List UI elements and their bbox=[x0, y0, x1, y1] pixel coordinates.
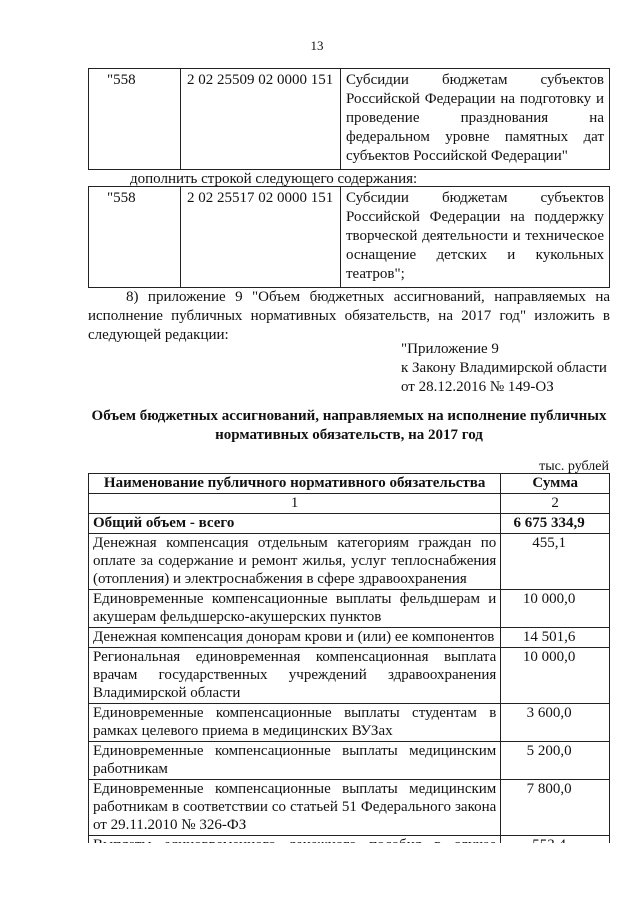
table-row bbox=[89, 187, 610, 288]
page-number: 13 bbox=[310, 38, 324, 53]
table-row bbox=[89, 628, 610, 648]
kbk-code-cell: 2 02 25509 02 0000 151 bbox=[181, 69, 341, 170]
obligation-name: Единовременные компенсационные выплаты медицинским работникам bbox=[89, 742, 501, 780]
column-number-2: 2 bbox=[501, 494, 610, 514]
total-label: Общий объем - всего bbox=[89, 514, 501, 534]
amendment-paragraph: 8) приложение 9 "Объем бюджетных ассигнований, направляемых на исполнение публичных нормативных обязательств, на 2017 год" изложить в следующей редакции: bbox=[88, 289, 610, 343]
table-row bbox=[89, 648, 610, 704]
header-name: Наименование публичного нормативного обязательства bbox=[89, 474, 501, 494]
obligation-sum: 10 000,0 bbox=[501, 648, 610, 704]
code-description-cell: Субсидии бюджетам субъектов Российской Федерации на подготовку и проведение празднования на федеральном уровне памятных дат субъектов Российской Федерации" bbox=[341, 69, 610, 170]
column-number-row bbox=[89, 494, 610, 514]
appendix-line-3: от 28.12.2016 № 149-ОЗ bbox=[401, 379, 554, 395]
obligation-sum: 14 501,6 bbox=[501, 628, 610, 648]
table-row bbox=[89, 704, 610, 742]
admin-code-cell: "558 bbox=[89, 187, 181, 288]
obligation-sum: 3 600,0 bbox=[501, 704, 610, 742]
obligation-name: Единовременные компенсационные выплаты медицинским работникам в соответствии со статьей 51 Федерального закона от 29.11.2010 № 326-ФЗ bbox=[89, 780, 501, 836]
header-sum: Сумма bbox=[501, 474, 610, 494]
obligation-sum: 5 200,0 bbox=[501, 742, 610, 780]
budget-codes-table-2 bbox=[88, 186, 610, 288]
document-title: Объем бюджетных ассигнований, направляемых на исполнение публичных нормативных обязательств, на 2017 год bbox=[91, 408, 607, 443]
obligation-name: Денежная компенсация донорам крови и (или) ее компонентов bbox=[89, 628, 501, 648]
table-row bbox=[89, 742, 610, 780]
table-row bbox=[89, 69, 610, 170]
budget-codes-table-1 bbox=[88, 68, 610, 170]
total-row bbox=[89, 514, 610, 534]
obligation-sum: 455,1 bbox=[501, 534, 610, 590]
table-header-row bbox=[89, 474, 610, 494]
appendix-line-2: к Закону Владимирской области bbox=[401, 360, 607, 376]
units-label: тыс. рублей bbox=[539, 459, 609, 474]
obligation-name: Региональная единовременная компенсационная выплата врачам государственных учреждений здравоохранения Владимирской области bbox=[89, 648, 501, 704]
table-row bbox=[89, 590, 610, 628]
column-number-1: 1 bbox=[89, 494, 501, 514]
admin-code-cell: "558 bbox=[89, 69, 181, 170]
page-bottom-margin bbox=[0, 843, 634, 904]
code-description-cell: Субсидии бюджетам субъектов Российской Федерации на поддержку творческой деятельности и техническое оснащение детских и кукольных театров"; bbox=[341, 187, 610, 288]
obligation-name: Денежная компенсация отдельным категориям граждан по оплате за содержание и ремонт жилья, услуг теплоснабжения (отопления) и электроснабжения в сфере здравоохранения bbox=[89, 534, 501, 590]
appendix-header bbox=[401, 340, 607, 397]
obligations-table bbox=[88, 473, 610, 892]
table-row bbox=[89, 780, 610, 836]
supplement-instruction: дополнить строкой следующего содержания: bbox=[130, 171, 418, 187]
table-row bbox=[89, 534, 610, 590]
appendix-line-1: "Приложение 9 bbox=[401, 341, 499, 357]
obligation-sum: 10 000,0 bbox=[501, 590, 610, 628]
kbk-code-cell: 2 02 25517 02 0000 151 bbox=[181, 187, 341, 288]
obligation-name: Единовременные компенсационные выплаты фельдшерам и акушерам фельдшерско-акушерских пунктов bbox=[89, 590, 501, 628]
obligation-sum: 7 800,0 bbox=[501, 780, 610, 836]
obligation-name: Единовременные компенсационные выплаты студентам в рамках целевого приема в медицинских ВУЗах bbox=[89, 704, 501, 742]
total-value: 6 675 334,9 bbox=[501, 514, 610, 534]
